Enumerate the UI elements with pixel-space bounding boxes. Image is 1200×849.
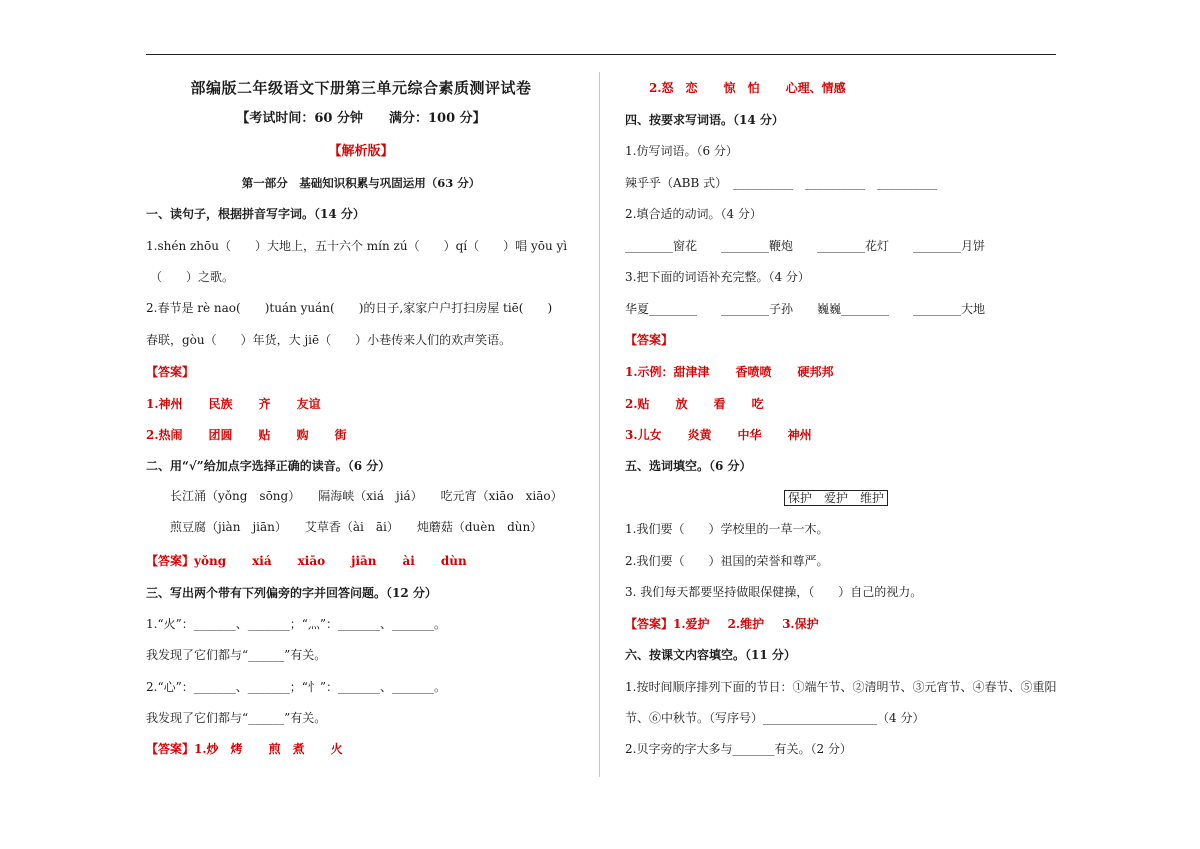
q3-line: 1.“火”：_______、_______；“灬”：_______、_______。 — [146, 617, 446, 631]
q4-line: 华夏________ ________子孙 巍巍________ ________大地 — [625, 302, 986, 316]
answer-item: 怕 — [747, 81, 760, 95]
q5-heading: 五、选词填空。（6 分） — [625, 459, 752, 473]
q1-heading: 一、读句子，根据拼音写字词。（14 分） — [146, 207, 365, 221]
q4-answer-row — [625, 427, 812, 443]
q3-answer-row — [146, 741, 343, 757]
answer-item: 民族 — [208, 397, 233, 411]
q6-heading: 六、按课文内容填空。（11 分） — [625, 648, 796, 662]
top-rule — [146, 54, 1056, 55]
page-title: 部编版二年级语文下册第三单元综合素质测评试卷 — [190, 79, 532, 97]
q4-answer-row — [625, 364, 834, 380]
answer-item: 3.儿女 — [625, 428, 662, 442]
answer-item: 硬邦邦 — [797, 365, 834, 379]
q6-line: 节、⑥中秋节。（写序号）___________________（4 分） — [625, 711, 925, 725]
part-one-heading: 第一部分 基础知识积累与巩固运用（63 分） — [241, 176, 481, 190]
answer-item: 火 — [330, 742, 343, 756]
word-box-text: 保护 爱护 维护 — [784, 490, 888, 506]
q1-line: （ ）之歌。 — [150, 270, 235, 284]
q2-answer-label: 【答案】 — [146, 554, 195, 568]
answer-item: 恋 — [685, 81, 698, 95]
answer-item: 1.神州 — [146, 397, 183, 411]
answer-item: 团圆 — [208, 428, 233, 442]
answer-item: 烤 — [230, 742, 243, 756]
q1-line: 春联，gòu（ ）年货，大 jiē（ ）小巷传来人们的欢声笑语。 — [146, 333, 512, 347]
answer-item: 1.爱护 — [673, 617, 710, 631]
q4-answer-row — [625, 396, 764, 412]
answer-item: 2.维护 — [727, 617, 765, 631]
answer-item: 2.热闹 — [146, 428, 183, 442]
q2-line: 长江涌（yǒng sōng） 隔海峡（xiá jiá） 吃元宵（xiāo xiāo） — [170, 489, 563, 503]
q4-answer-label: 【答案】 — [625, 333, 674, 347]
column-divider — [599, 72, 600, 777]
q6-line: 1.按时间顺序排列下面的节日：①端午节、②清明节、③元宵节、④春节、⑤重阳 — [625, 680, 1057, 694]
answer-item: 心理、情感 — [785, 81, 846, 95]
q4-sub-heading: 1.仿写词语。（6 分） — [625, 144, 738, 158]
q4-heading: 四、按要求写词语。（14 分） — [625, 113, 784, 127]
answer-item: 齐 — [258, 397, 271, 411]
q4-line: ________窗花 ________鞭炮 ________花灯 ________月饼 — [625, 239, 986, 253]
answer-item: 1.示例：甜津津 — [625, 365, 710, 379]
answer-item: 炎黄 — [687, 428, 712, 442]
answer-item: 香喷喷 — [735, 365, 772, 379]
answer-item: jiān — [351, 554, 377, 568]
q1-answer-row — [146, 427, 347, 443]
q1-line: 2.春节是 rè nao( )tuán yuán( )的日子,家家户户打扫房屋 tiē( ) — [146, 301, 553, 315]
answer-item: xiá — [252, 554, 272, 568]
word-box — [784, 490, 888, 506]
q1-answer-row — [146, 396, 321, 412]
q2-answer-row — [146, 553, 467, 569]
answer-item: yǒng — [194, 554, 227, 568]
answer-item: 1.炒 — [194, 742, 219, 756]
q3-line: 我发现了它们都与“______”有关。 — [146, 648, 327, 662]
answer-item: xiāo — [297, 554, 326, 568]
answer-item: 煮 — [292, 742, 305, 756]
answer-item: 贴 — [258, 428, 271, 442]
answer-item: 吃 — [751, 397, 764, 411]
answer-item: 2.怒 — [649, 81, 674, 95]
q1-answer-label: 【答案】 — [146, 365, 195, 379]
q6-line: 2.贝字旁的字大多与_______有关。（2 分） — [625, 742, 852, 756]
answer-item: 购 — [296, 428, 309, 442]
q3-answer-row — [649, 80, 846, 96]
q4-sub-heading: 3.把下面的词语补充完整。（4 分） — [625, 270, 810, 284]
answer-item: ài — [402, 554, 415, 568]
answer-item: 惊 — [723, 81, 736, 95]
answer-item: 2.贴 — [625, 397, 650, 411]
answer-item: 放 — [675, 397, 688, 411]
version-label: 【解析版】 — [328, 144, 394, 159]
q2-line: 煎豆腐（jiàn jiān） 艾草香（ài āi） 炖蘑菇（duèn dùn） — [170, 520, 543, 534]
q5-line: 2.我们要（ ）祖国的荣誉和尊严。 — [625, 554, 829, 568]
q5-line: 1.我们要（ ）学校里的一草一木。 — [625, 522, 829, 536]
answer-item: 友谊 — [296, 397, 321, 411]
answer-item: 3.保护 — [782, 617, 819, 631]
q5-answer-label: 【答案】 — [625, 617, 674, 631]
answer-item: 中华 — [737, 428, 762, 442]
q3-line: 我发现了它们都与“______”有关。 — [146, 711, 327, 725]
q3-heading: 三、写出两个带有下列偏旁的字并回答问题。（12 分） — [146, 586, 437, 600]
answer-item: dùn — [440, 554, 467, 568]
answer-item: 煎 — [268, 742, 281, 756]
q4-sub-heading: 2.填合适的动词。（4 分） — [625, 207, 762, 221]
exam-meta: 【考试时间：60 分钟 满分：100 分】 — [236, 111, 486, 126]
answer-item: 神州 — [787, 428, 812, 442]
q2-heading: 二、用“√”给加点字选择正确的读音。（6 分） — [146, 459, 391, 473]
q1-line: 1.shén zhōu（ ）大地上，五十六个 mín zú（ ）qí（ ）唱 yōu yì — [146, 239, 568, 253]
q5-answer-row — [625, 616, 819, 632]
answer-item: 看 — [713, 397, 726, 411]
q4-line: 辣乎乎（ABB 式） __________ __________ __________ — [625, 176, 938, 190]
answer-item: 街 — [334, 428, 347, 442]
q3-answer-label: 【答案】 — [146, 742, 195, 756]
q3-line: 2.“心”：_______、_______；“忄”：_______、_______。 — [146, 680, 446, 694]
q5-line: 3. 我们每天都要坚持做眼保健操，（ ）自己的视力。 — [625, 585, 923, 599]
